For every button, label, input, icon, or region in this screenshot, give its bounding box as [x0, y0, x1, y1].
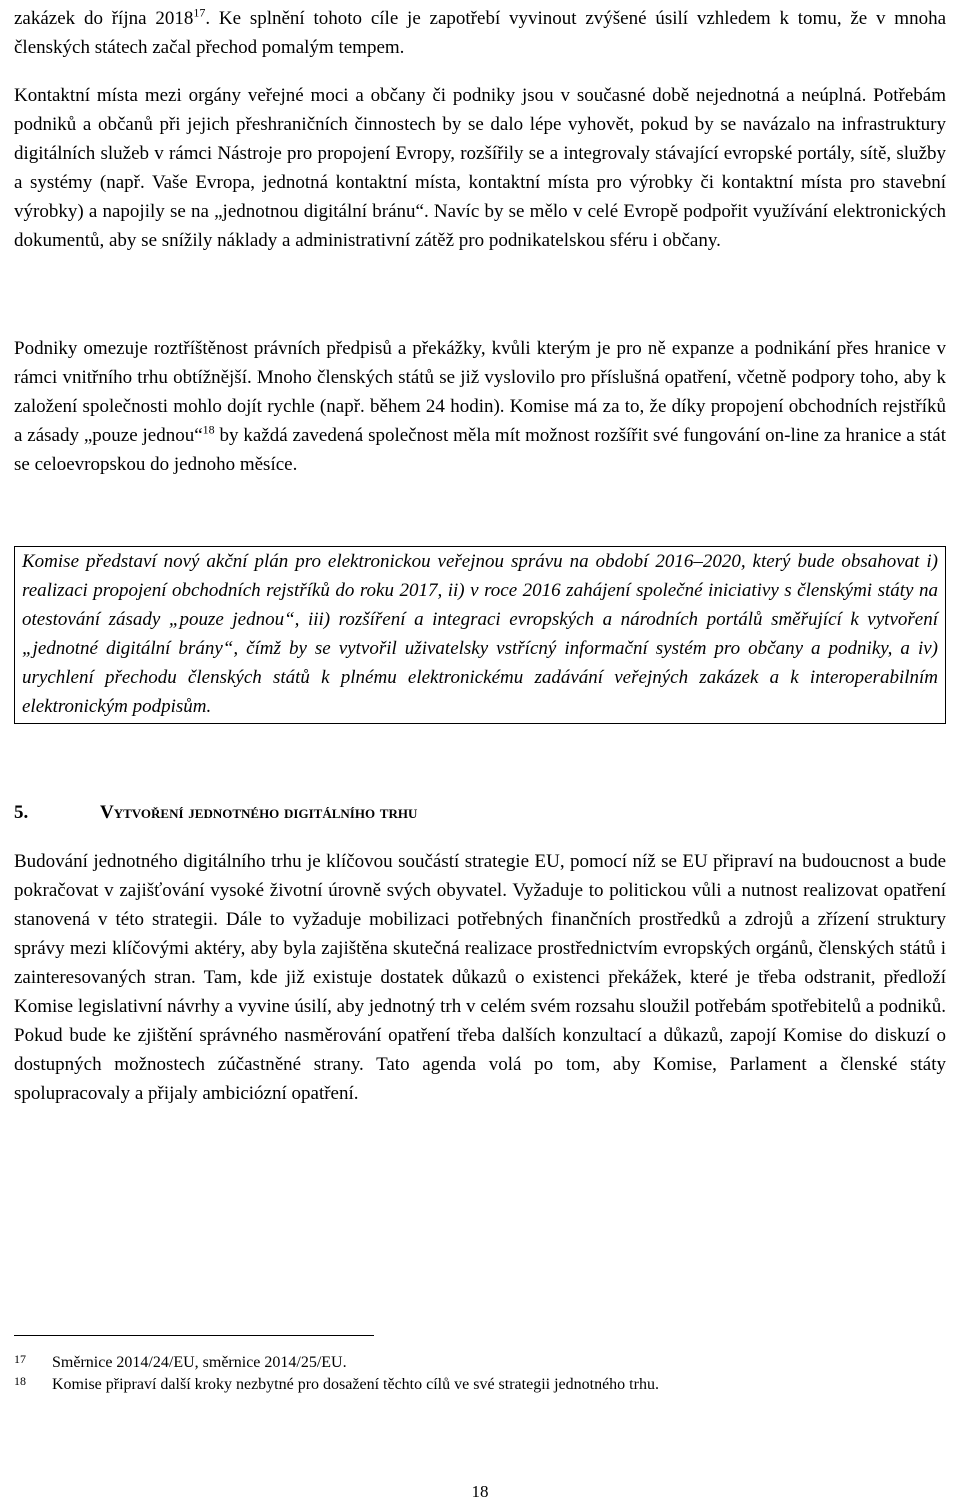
paragraph-continuation	[14, 4, 946, 62]
paragraph-business-fragmentation	[14, 334, 946, 479]
action-box	[14, 546, 946, 724]
paragraph-text: Kontaktní místa mezi orgány veřejné moci a občany či podniky jsou v současné době nejednotná a neúplná.	[14, 85, 867, 106]
footnote-number: 17	[14, 1352, 26, 1366]
footnote-text: Směrnice 2014/24/EU, směrnice 2014/25/EU.	[52, 1354, 347, 1371]
paragraph-text: zakázek do října 2018	[14, 8, 194, 29]
action-box-text: Komise představí nový akční plán pro elektronickou veřejnou správu na období 2016–2020, který bude obsahovat i) realizaci propojení obchodních rejstříků do roku 2017, ii) v roce 2016 zahájení společné iniciativy s členskými státy na otestování zásady „pouze jednou“, iii) rozšíření a integraci evropských a národních portálů směřující k vytvoření „jednotné digitální brány“, čímž by se vytvořil uživatelsky vstřícný informační systém pro občany a podniky, a iv) urychlení přechodu členských států k plnému elektronickému zadávání veřejných zakázek a k interoperabilním elektronickým podpisům.	[22, 551, 938, 717]
paragraph-text: by každá zavedená společnost měla mít možnost rozšířit své fungování on-line za hranice a stát se celoevropskou do jednoho měsíce.	[14, 425, 946, 475]
page-number: 18	[471, 1482, 489, 1501]
section-heading	[14, 798, 946, 827]
section-title: Vytvoření jednotného digitálního trhu	[100, 802, 418, 823]
footnote-ref-17[interactable]: 17	[193, 5, 206, 20]
footnotes	[14, 1352, 946, 1396]
paragraph-contact-points	[14, 81, 946, 255]
paragraph-text: Navíc by se mělo v celé Evropě podpořit využívání elektronických dokumentů, aby se snížily náklady a administrativní zátěž pro podnikatelskou sféru i občany.	[14, 201, 947, 251]
paragraph-text: Potřebám podniků a občanů při jejich přeshraničních činnostech by se dalo lépe vyhovět, pokud by se navázalo na infrastruktury digitálních služeb v rámci Nástroje pro propojení Evropy, rozšířily se a integrovaly stávající evropské portály, sítě, služby a systémy (např.	[14, 85, 946, 193]
paragraph-digital-single-market: Budování jednotného digitálního trhu je klíčovou součástí strategie EU, pomocí níž se EU připraví na budoucnost a bude pokračovat v zajišťování vysoké životní úrovně svých obyvatel. Vyžaduje to politickou vůli a nutnost realizovat opatření stanovená v této strategii. Dále to vyžaduje mobilizaci potřebných finančních prostředků a zdrojů a zřízení struktury správy mezi klíčovými aktéry, aby byla zajištěna skutečná realizace prostřednictvím evropských orgánů, členských států i zainteresovaných stran. Tam, kde již existuje dostatek důkazů o existenci překážek, které je třeba odstranit, předloží Komise legislativní návrhy a vyvine úsilí, aby jednotný trh v celém svém rozsahu sloužil potřebám spotřebitelů a podniků. Pokud bude ke zjištění správného nasměrování opatření třeba dalších konzultací a důkazů, zapojí Komise do diskuzí o dostupných možnostech zúčastněné strany. Tato agenda volá po tom, aby Komise, Parlament a členské státy spolupracovaly a přijaly ambiciózní opatření.	[14, 851, 946, 1104]
paragraph-text: Vaše Evropa, jednotná kontaktní místa, kontaktní místa pro výrobky či kontaktní místa pro stavební výrobky) a napojily se na „jednotnou digitální bránu“.	[14, 172, 946, 222]
footnote-ref-18[interactable]: 18	[202, 422, 215, 437]
footnote-number: 18	[14, 1374, 26, 1388]
footnote-text: Komise připraví další kroky nezbytné pro dosažení těchto cílů ve své strategii jednotného trhu.	[52, 1376, 659, 1393]
paragraph-text: Podniky omezuje roztříštěnost právních předpisů a překážky, kvůli kterým je pro ně expanze a podnikání přes hranice v rámci vnitřního trhu obtížnější. Mnoho členských států se již vyslovilo pro příslušná opatření, včetně podpory toho, aby k založení společnosti mohlo dojít rychle (např. během 24 hodin). Komise má za to, že díky propojení obchodních rejstříků a zásady „pouze jednou“	[14, 338, 946, 446]
paragraph-text: . Ke splnění tohoto cíle je zapotřebí vyvinout zvýšené úsilí vzhledem k tomu, že v mnoha členských státech začal přechod pomalým tempem.	[14, 8, 947, 58]
section-number: 5.	[14, 802, 29, 823]
footnote-17	[14, 1352, 946, 1374]
footnote-18	[14, 1374, 946, 1396]
footnote-divider	[14, 1335, 374, 1336]
